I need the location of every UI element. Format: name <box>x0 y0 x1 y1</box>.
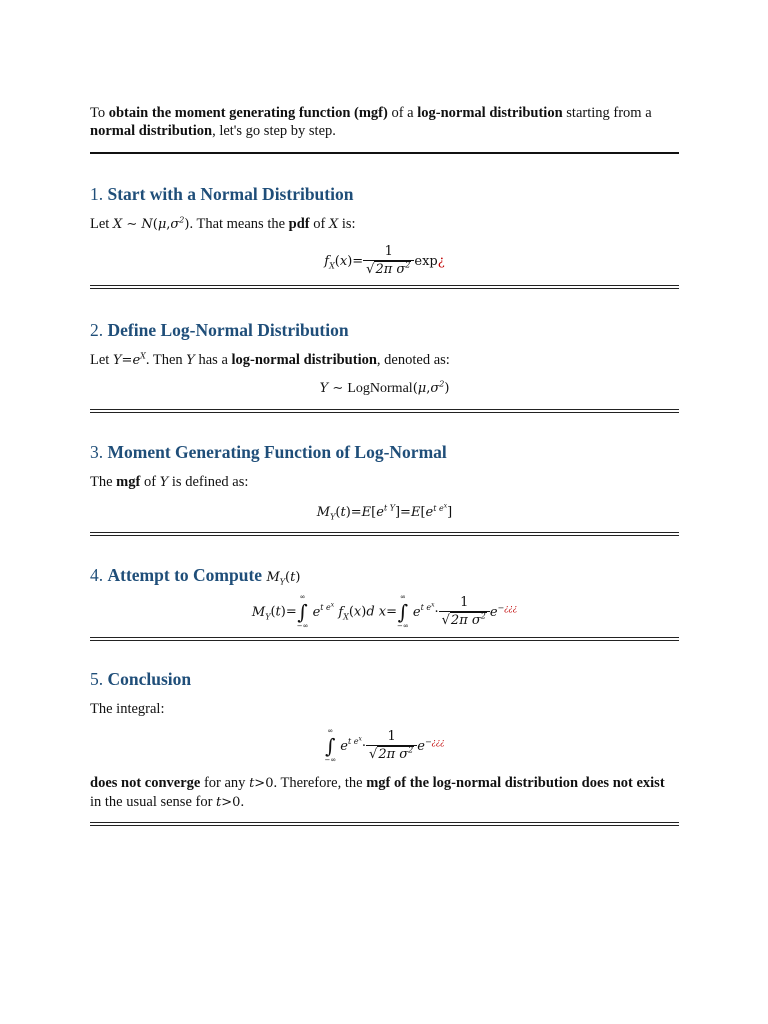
math-inline: ( <box>285 570 291 585</box>
divider <box>90 409 679 413</box>
math-inline: = <box>121 353 133 368</box>
document <box>90 104 679 826</box>
section-title: Conclusion <box>107 669 192 689</box>
text: . Then <box>145 352 187 368</box>
broken-glyph: ¿¿¿ <box>504 603 518 613</box>
fraction: $\frac{1}{√2\pi \sigma^2}$ <box>363 244 414 279</box>
equation-mgf-integral: $M_Y(t)=$ ∞ ∫ −∞ $e^{t e^x}$ $f_X(x)d$ x= ∞ ∫ −∞ $e^{t e^x}\cdot$ $\frac{1}{√2\pi \sigma^2}$ e−¿¿¿ <box>251 593 518 630</box>
intro-bold: log-normal distribution <box>417 105 563 121</box>
text: . That means the <box>189 216 289 232</box>
text: for any <box>200 775 250 791</box>
section-paragraph: The integral: <box>90 701 165 717</box>
text: has a <box>194 352 232 368</box>
divider <box>90 152 679 154</box>
section-heading <box>90 564 679 589</box>
section-heading <box>90 441 679 463</box>
broken-glyph: ¿ <box>437 254 445 269</box>
divider <box>90 285 679 289</box>
equation-mgf-def: $M_Y(t)=E[e^{t Y}]=E[e^{t e^x}]$ <box>316 502 453 522</box>
intro-text: , let's go step by step. <box>212 123 336 139</box>
section-title: Start with a Normal Distribution <box>107 184 354 204</box>
text: , denoted as: <box>376 352 450 368</box>
section-number: 1. <box>90 184 108 204</box>
math-inline: X ∼ N <box>112 217 153 232</box>
intro-paragraph <box>90 104 679 140</box>
bold-text: does not converge <box>90 775 201 791</box>
bold-text: mgf <box>116 474 141 490</box>
math-inline: ) <box>184 217 190 232</box>
math-inline: $M_Y$ <box>266 570 286 587</box>
math-inline: >0 <box>221 795 241 810</box>
section-heading <box>90 319 679 341</box>
text: . <box>240 794 245 810</box>
text: is: <box>338 216 356 232</box>
text: is defined as: <box>168 474 249 490</box>
integral-sign: ∞ ∫ −∞ <box>397 593 409 630</box>
fraction: $\frac{1}{√2\pi \sigma^2}$ <box>366 729 417 764</box>
divider <box>90 822 679 826</box>
section-heading <box>90 668 679 690</box>
equation-normal-pdf: $f_X(x)=$ $\frac{1}{√2\pi \sigma^2}$ exp¿ <box>324 244 445 277</box>
intro-text: To <box>90 105 109 121</box>
integral-sign: ∞ ∫ −∞ <box>296 593 309 630</box>
math-inline: $e^X$ <box>132 351 146 368</box>
fraction: $\frac{1}{√2\pi \sigma^2}$ <box>439 595 490 630</box>
equation-divergent-integral: ∞ ∫ −∞ $e^{t e^x}\cdot$ $\frac{1}{√2\pi \sigma^2}$ e−¿¿¿ <box>324 727 445 764</box>
bold-text: log-normal distribution <box>231 352 377 368</box>
text: in the usual sense for <box>90 794 217 810</box>
math-inline: , <box>166 217 171 232</box>
section-number: 2. <box>90 320 108 340</box>
section-number: 5. <box>90 669 108 689</box>
section-title: Moment Generating Function of Log-Normal <box>107 442 447 462</box>
integral-sign: ∞ ∫ −∞ <box>324 727 337 764</box>
section-number: 4. <box>90 565 108 585</box>
math-inline: t <box>290 570 296 585</box>
text: of <box>140 474 160 490</box>
broken-glyph: ¿¿¿ <box>431 737 445 747</box>
intro-text: starting from a <box>562 105 652 121</box>
section-paragraph <box>90 351 679 370</box>
section-title: Attempt to Compute <box>107 565 263 585</box>
text: The <box>90 474 117 490</box>
section-number: 3. <box>90 442 108 462</box>
section-paragraph <box>90 473 679 492</box>
text: of <box>309 216 329 232</box>
bold-text: pdf <box>288 216 310 232</box>
lognormal-label: LogNormal <box>347 381 413 396</box>
text: Let <box>90 216 113 232</box>
section-paragraph <box>90 215 679 234</box>
text: Let <box>90 352 113 368</box>
bold-text: mgf of the log-normal distribution does not exist <box>366 775 665 791</box>
intro-bold: normal distribution <box>90 123 213 139</box>
math-inline: Y <box>186 353 195 368</box>
equation-lognormal-def: Y ∼ $LogNormal(\mu,\sigma^2)$ <box>319 379 450 396</box>
section-heading <box>90 183 679 205</box>
exp-function: exp <box>414 254 438 269</box>
math-inline: >0 <box>254 776 274 791</box>
text: . Therefore, the <box>273 775 367 791</box>
conclusion-paragraph <box>90 774 679 812</box>
divider <box>90 637 679 641</box>
math-inline: Y <box>112 353 122 368</box>
intro-bold: obtain the moment generating function (mgf) <box>108 105 388 121</box>
math-inline: ( <box>152 217 158 232</box>
intro-text: of a <box>387 105 418 121</box>
math-inline: t <box>249 776 255 791</box>
math-inline: μ <box>157 217 167 232</box>
math-inline: t <box>216 795 222 810</box>
math-inline: $\sigma^2$ <box>170 215 185 232</box>
divider <box>90 532 679 536</box>
math-inline: Y <box>159 475 169 490</box>
section-title: Define Log-Normal Distribution <box>107 320 349 340</box>
math-inline: X <box>328 217 339 232</box>
math-inline: ) <box>295 570 301 585</box>
